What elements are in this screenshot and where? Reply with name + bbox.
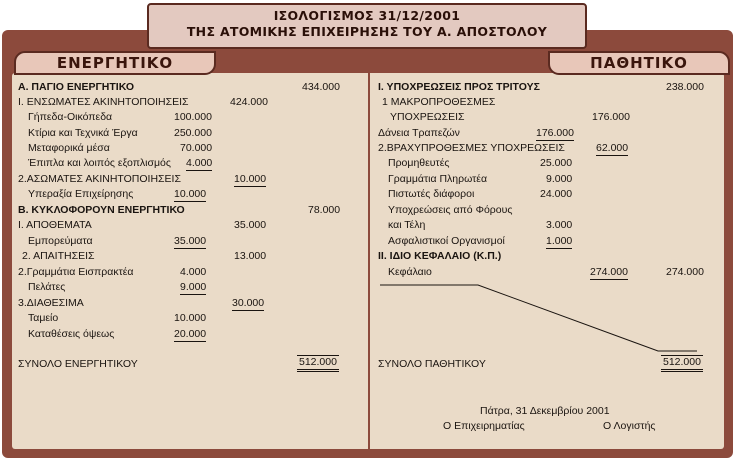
assets-tab: ΕΝΕΡΓΗΤΙΚΟ (14, 51, 216, 75)
asset-goodwill-value: 10.000 (174, 188, 207, 200)
asset-vehicles-value: 70.000 (180, 142, 213, 154)
asset-tangible-subtotal: 424.000 (230, 96, 268, 108)
liabilities-tab: ΠΑΘΗΤΙΚΟ (548, 51, 730, 75)
liab-notes-value: 9.000 (546, 173, 573, 185)
liab-tax-label-1: Υποχρεώσεις από Φόρους (388, 204, 513, 216)
asset-deposits-value: 20.000 (174, 328, 207, 340)
asset-receivables-subtotal: 13.000 (234, 250, 267, 262)
asset-customers-label: Πελάτες (28, 281, 66, 293)
asset-vehicles-label: Μεταφορικά μέσα (28, 142, 110, 154)
asset-tangible-label: Ι. ΕΝΣΩΜΑΤΕΣ ΑΚΙΝΗΤΟΠΟΙΗΣΕΙΣ (18, 96, 189, 108)
asset-cash-group-label: 3.ΔΙΑΘΕΣΙΜΑ (18, 297, 84, 309)
asset-land-label: Γήπεδα-Οικόπεδα (28, 111, 113, 123)
asset-a-total: 434.000 (302, 81, 340, 93)
liab-long-term-label-1: 1 ΜΑΚΡΟΠΡΟΘΕΣΜΕΣ (382, 96, 496, 108)
liab-capital-total: 274.000 (666, 266, 704, 278)
liab-capital-label: Κεφάλαιο (388, 266, 432, 278)
liab-suppliers-value: 25.000 (540, 157, 573, 169)
asset-notes-label: 2.Γραμμάτια Εισπρακτέα (18, 266, 134, 278)
liab-bank-loans-label: Δάνεια Τραπεζών (378, 127, 460, 139)
asset-merch-label: Εμπορεύματα (28, 235, 93, 247)
liab-i-total: 238.000 (666, 81, 704, 93)
liab-i-label: Ι. ΥΠΟΧΡΕΩΣΕΙΣ ΠΡΟΣ ΤΡΙΤΟΥΣ (378, 81, 540, 93)
liab-total-value: 512.000 (661, 355, 703, 372)
liab-bank-loans-value: 176.000 (536, 127, 574, 139)
asset-customers-value: 9.000 (180, 281, 207, 293)
asset-total-label: ΣΥΝΟΛΟ ΕΝΕΡΓΗΤΙΚΟΥ (18, 358, 138, 370)
asset-b-label: Β. ΚΥΚΛΟΦΟΡΟΥΝ ΕΝΕΡΓΗΤΙΚΟ (18, 204, 185, 216)
asset-buildings-value: 250.000 (174, 127, 212, 139)
liab-creditors-label: Πιστωτές διάφοροι (388, 188, 475, 200)
asset-cash-value: 10.000 (174, 312, 207, 324)
asset-goodwill-label: Υπεραξία Επιχείρησης (28, 188, 134, 200)
asset-b-total: 78.000 (308, 204, 341, 216)
liab-long-term-subtotal: 176.000 (592, 111, 630, 123)
liab-short-term-subtotal: 62.000 (596, 142, 629, 154)
asset-notes-value: 4.000 (180, 266, 207, 278)
asset-cash-group-subtotal: 30.000 (232, 297, 265, 309)
liab-insurance-value: 1.000 (546, 235, 573, 247)
asset-total-value: 512.000 (297, 355, 339, 372)
liab-ii-label: ΙΙ. ΙΔΙΟ ΚΕΦΑΛΑΙΟ (Κ.Π.) (378, 250, 502, 262)
liab-capital-subtotal: 274.000 (590, 266, 628, 278)
asset-cash-label: Ταμείο (28, 312, 59, 324)
asset-inventory-subtotal: 35.000 (234, 219, 267, 231)
asset-land-value: 100.000 (174, 111, 212, 123)
liab-suppliers-label: Προμηθευτές (388, 157, 450, 169)
liab-total-label: ΣΥΝΟΛΟ ΠΑΘΗΤΙΚΟΥ (378, 358, 486, 370)
liab-tax-label-2: και Τέλη (388, 219, 426, 231)
asset-deposits-label: Καταθέσεις όψεως (28, 328, 115, 340)
footer-accountant: Ο Λογιστής (603, 420, 656, 432)
asset-receivables-label: 2. ΑΠΑΙΤΗΣΕΙΣ (22, 250, 95, 262)
liab-tax-value: 3.000 (546, 219, 573, 231)
liab-creditors-value: 24.000 (540, 188, 573, 200)
asset-inventory-label: Ι. ΑΠΟΘΕΜΑΤΑ (18, 219, 92, 231)
title-line-1: ΙΣΟΛΟΓΙΣΜΟΣ 31/12/2001 (273, 8, 461, 23)
footer-businessman: Ο Επιχειρηματίας (443, 420, 525, 432)
liab-notes-label: Γραμμάτια Πληρωτέα (388, 173, 488, 185)
liab-short-term-label: 2.ΒΡΑΧΥΠΡΟΘΕΣΜΕΣ ΥΠΟΧΡΕΩΣΕΙΣ (378, 142, 565, 154)
asset-buildings-label: Κτίρια και Τεχνικά Έργα (28, 127, 138, 139)
asset-intangible-subtotal: 10.000 (234, 173, 267, 185)
asset-furniture-label: Έπιπλα και λοιπός εξοπλισμός (28, 157, 171, 169)
footer-date: Πάτρα, 31 Δεκεμβρίου 2001 (480, 405, 610, 417)
asset-merch-value: 35.000 (174, 235, 207, 247)
liab-insurance-label: Ασφαλιστικοί Οργανισμοί (388, 235, 505, 247)
asset-a-label: Α. ΠΑΓΙΟ ΕΝΕΡΓΗΤΙΚΟ (18, 81, 134, 93)
asset-furniture-value: 4.000 (186, 157, 213, 169)
asset-intangible-label: 2.ΑΣΩΜΑΤΕΣ ΑΚΙΝΗΤΟΠΟΙΗΣΕΙΣ (18, 173, 181, 185)
liab-long-term-label-2: ΥΠΟΧΡΕΩΣΕΙΣ (390, 111, 465, 123)
title-line-2: ΤΗΣ ΑΤΟΜΙΚΗΣ ΕΠΙΧΕΙΡΗΣΗΣ ΤΟΥ Α. ΑΠΟΣΤΟΛΟΥ (186, 24, 548, 39)
